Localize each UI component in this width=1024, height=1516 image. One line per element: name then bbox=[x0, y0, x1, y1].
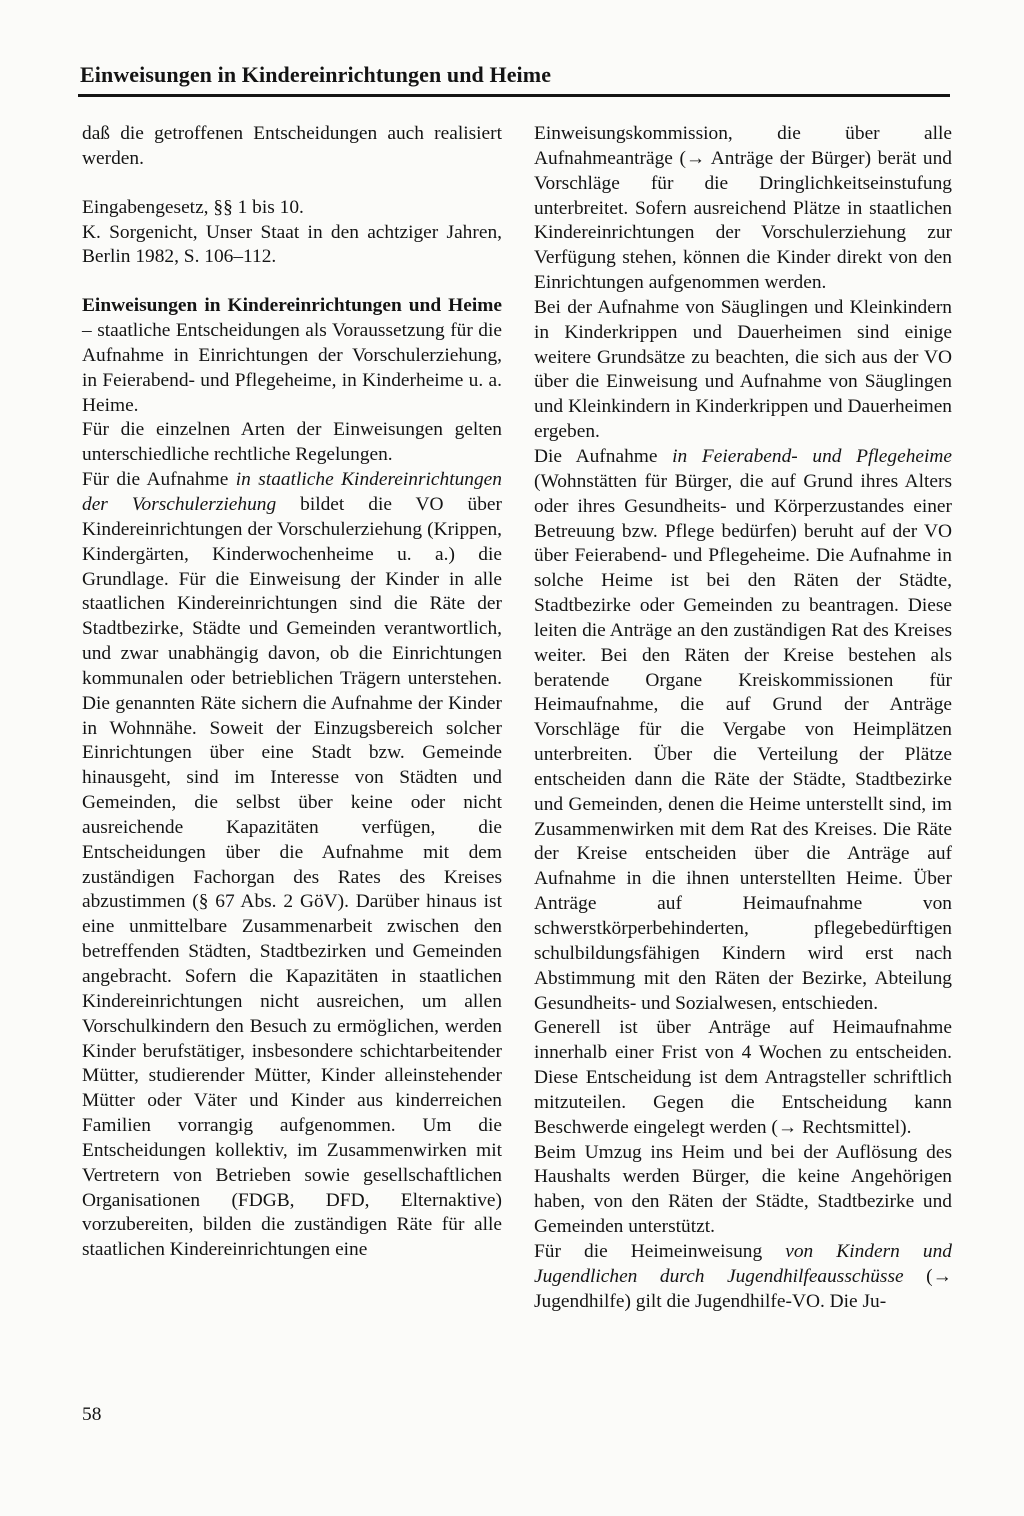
paragraph: Für die einzelnen Arten der Einweisungen gelten unterschiedliche rechtliche Regelungen. bbox=[82, 419, 502, 466]
running-header: Einweisungen in Kindereinrichtungen und Heime bbox=[80, 62, 552, 87]
reference-1: Eingabengesetz, §§ 1 bis 10. bbox=[82, 196, 304, 218]
paragraph: Bei der Aufnahme von Säuglingen und Kleinkindern in Kinderkrippen und Dauerheimen sind einige weitere Grundsätze zu beachten, die sich aus der VO über die Einweisung und Aufnahme von Säuglingen und Kleinkindern in Kinderkrippen und Dauerheimen ergeben. bbox=[534, 296, 952, 443]
entry-definition: – staatliche Entscheidungen als Voraussetzung für die Aufnahme in Einrichtungen der Vorschulerziehung, in Feierabend- und Pflegeheime, in Kinderheime u. a. Heime. bbox=[82, 320, 502, 416]
text-run: (→ Jugendhilfe) gilt die Jugendhilfe-VO. Die Ju- bbox=[534, 1265, 952, 1312]
text-run: Für die Heimeinweisung bbox=[534, 1240, 786, 1262]
intro-paragraph: daß die getroffenen Entscheidungen auch realisiert werden. bbox=[82, 123, 502, 169]
reference-2: K. Sorgenicht, Unser Staat in den achtziger Jahren, Berlin 1982, S. 106–112. bbox=[82, 221, 502, 268]
text-run: Für die Aufnahme bbox=[82, 469, 236, 491]
spacer bbox=[82, 270, 502, 294]
paragraph bbox=[82, 468, 502, 1263]
page-number: 58 bbox=[82, 1404, 102, 1425]
text-run: (Wohnstätten für Bürger, die auf Grund ihres Alters oder ihres Gesundheits- und Körperzustandes einer Betreuung bzw. Pflege bedürfen) beruht auf der VO über Feierabend- und Pflegeheime. Die Aufnahme in solche Heime ist bei den Räten der Städte, Stadtbezirke oder Gemeinden zu beantragen. Diese leiten die Anträge an den zuständigen Rat des Kreises weiter. Bei den Räten der Kreise bestehen als beratende Organe Kreiskommissionen für Heimaufnahme, die auf Grund der Anträge Vorschläge für die Vergabe von Heimplätzen unterbreiten. Über die Verteilung der Plätze entscheiden dann die Räte der Städte, Stadtbezirke und Gemeinden, denen die Heime unterstellt sind, im Zusammenwirken mit dem Rat des Kreises. Die Räte der Kreise entscheiden über die Anträge auf Aufnahme in die ihnen unterstellten Heime. Über Anträge auf Heimaufnahme von schwerstkörperbehinderten, pflegebedürftigen schulbildungsfähigen Kindern wird erst nach Abstimmung mit den Räten der Bezirke, Abteilung Gesundheits- und Sozialwesen, entschieden. bbox=[534, 470, 952, 1014]
entry-paragraph bbox=[82, 294, 502, 418]
spacer bbox=[82, 172, 502, 196]
italic-term: in staatliche Kindereinrichtungen der Vorschulerziehung bbox=[82, 469, 502, 515]
paragraph: Einweisungskommission, die über alle Aufnahmeanträge (→ Anträge der Bürger) berät und Vorschläge für die Dringlichkeitseinstufung unterbreitet. Sofern ausreichend Plätze in staatlichen Kindereinrichtungen der Vorschulerziehung zur Verfügung stehen, können die Kinder direkt von den Einrichtungen aufgenommen werden. bbox=[534, 123, 952, 294]
paragraph bbox=[534, 445, 952, 1016]
paragraph: Beim Umzug ins Heim und bei der Auflösung des Haushalts werden Bürger, die keine Angehörigen haben, von den Räten der Städte, Stadtbezirke und Gemeinden unterstützt. bbox=[534, 1141, 952, 1238]
header-rule bbox=[78, 94, 950, 97]
paragraph: Generell ist über Anträge auf Heimaufnahme innerhalb einer Frist von 4 Wochen zu entscheiden. Diese Entscheidung ist dem Antragsteller schriftlich mitzuteilen. Gegen die Entscheidung kann Beschwerde eingelegt werden (→ Rechtsmittel). bbox=[534, 1017, 952, 1138]
text-run: bildet die VO über Kindereinrichtungen der Vorschulerziehung (Krippen, Kindergärten, Kinderwochenheime u. a.) die Grundlage. Für die Einweisung der Kinder in alle staatlichen Kindereinrichtungen sind die Räte der Stadtbezirke, Städte und Gemeinden verantwortlich, und zwar unabhängig davon, ob die Einrichtungen kommunalen oder betrieblichen Trägern unterstehen. Die genannten Räte sichern die Aufnahme der Kinder in Wohnnähe. Soweit der Einzugsbereich solcher Einrichtungen über eine Stadt bzw. Gemeinde hinausgeht, sind im Interesse von Städten und Gemeinden, die selbst über keine oder nicht ausreichende Kapazitäten verfügen, die Entscheidungen über die Aufnahme mit dem zuständigen Fachorgan des Rates des Kreises abzustimmen (§ 67 Abs. 2 GöV). Darüber hinaus ist eine unmittelbare Zusammenarbeit zwischen den betreffenden Städten, Stadtbezirken und Gemeinden angebracht. Sofern die Kapazitäten in staatlichen Kindereinrichtungen nicht ausreichen, um allen Vorschulkindern den Besuch zu ermöglichen, werden Kinder berufstätiger, insbesondere schichtarbeitender Mütter, studierender Mütter, Kinder alleinstehender Mütter oder Väter und Kinder aus kinderreichen Familien vorrangig aufgenommen. Um die Entscheidungen kollektiv, im Zusammenwirken mit Vertretern von Betrieben sowie gesellschaftlichen Organisationen (FDGB, DFD, Elternaktive) vorzubereiten, bilden die zuständigen Räte für alle staatlichen Kindereinrichtungen eine bbox=[82, 493, 502, 1261]
italic-term: in Feierabend- und Pflegeheime bbox=[672, 445, 953, 467]
left-column bbox=[82, 122, 502, 1263]
right-column bbox=[534, 122, 952, 1315]
italic-term: von Kindern und Jugendlichen durch Jugendhilfeausschüsse bbox=[534, 1240, 952, 1287]
paragraph bbox=[534, 1240, 952, 1315]
text-run: Die Aufnahme bbox=[534, 445, 673, 467]
entry-lemma: Einweisungen in Kindereinrichtungen und Heime bbox=[82, 295, 502, 317]
